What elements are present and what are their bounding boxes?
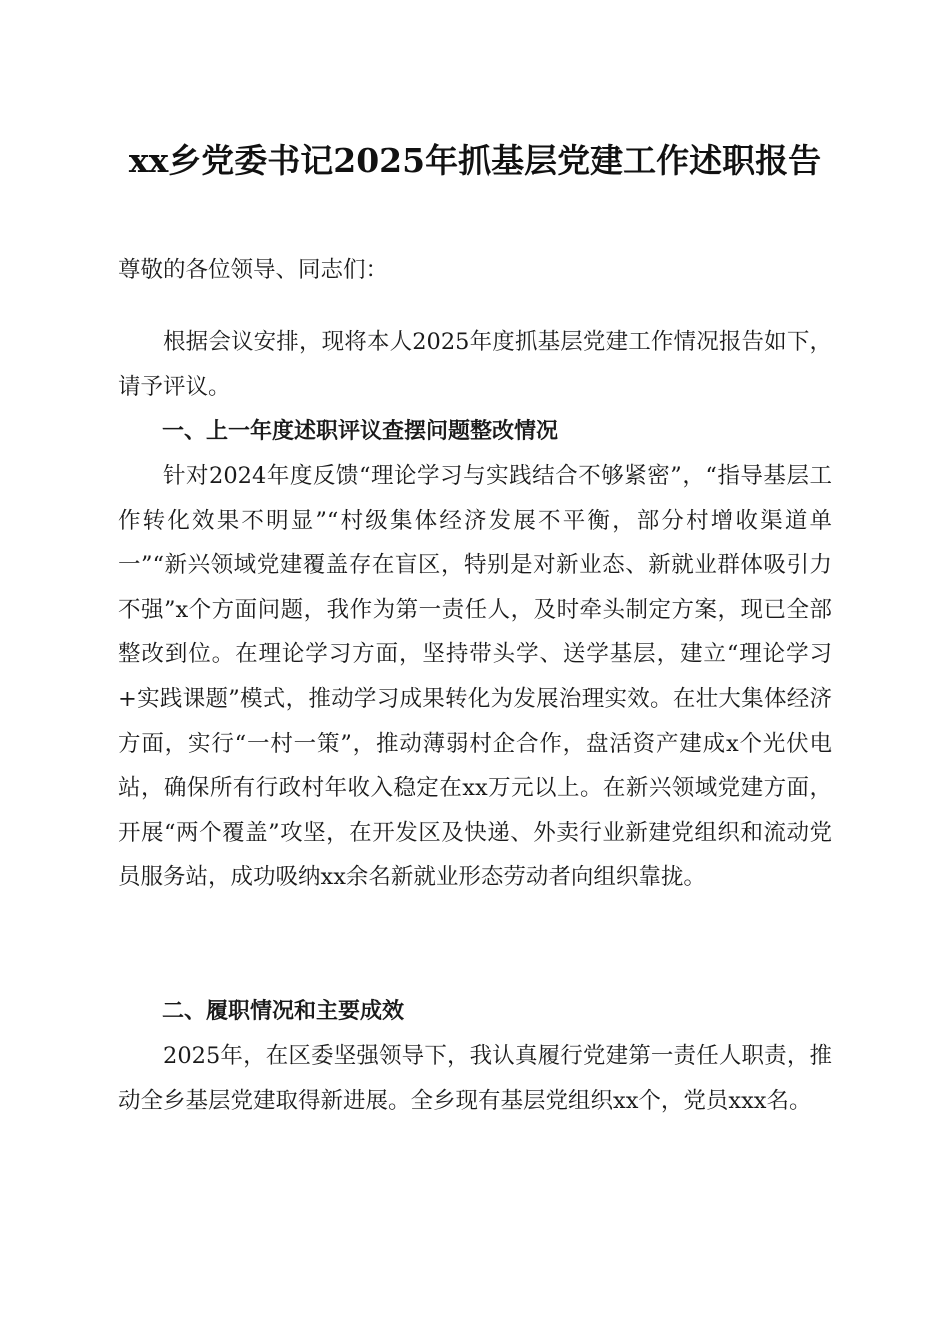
section-heading-2: 二、履职情况和主要成效	[162, 999, 405, 1024]
section-heading-1: 一、上一年度述职评议查摆问题整改情况	[162, 419, 559, 444]
document-title: xx乡党委书记2025年抓基层党建工作述职报告	[128, 141, 822, 180]
section-2-paragraph: 2025年，在区委坚强领导下，我认真履行党建第一责任人职责，推动全乡基层党建取得新进展。全乡现有基层党组织xx个，党员xxx名。	[118, 1043, 832, 1114]
intro-paragraph: 根据会议安排，现将本人2025年度抓基层党建工作情况报告如下，请予评议。	[118, 329, 832, 400]
section-1-paragraph: 针对2024年度反馈“理论学习与实践结合不够紧密”，“指导基层工作转化效果不明显”“村级集体经济发展不平衡，部分村增收渠道单一”“新兴领域党建覆盖存在盲区，特别是对新业态、新就业群体吸引力不强”x个方面问题，我作为第一责任人，及时牵头制定方案，现已全部整改到位。在理论学习方面，坚持带头学、送学基层，建立“理论学习+实践课题”模式，推动学习成果转化为发展治理实效。在壮大集体经济方面，实行“一村一策”，推动薄弱村企合作，盘活资产建成x个光伏电站，确保所有行政村年收入稳定在xx万元以上。在新兴领域党建方面，开展“两个覆盖”攻坚，在开发区及快递、外卖行业新建党组织和流动党员服务站，成功吸纳xx余名新就业形态劳动者向组织靠拢。	[118, 463, 832, 891]
salutation: 尊敬的各位领导、同志们：	[118, 257, 389, 283]
